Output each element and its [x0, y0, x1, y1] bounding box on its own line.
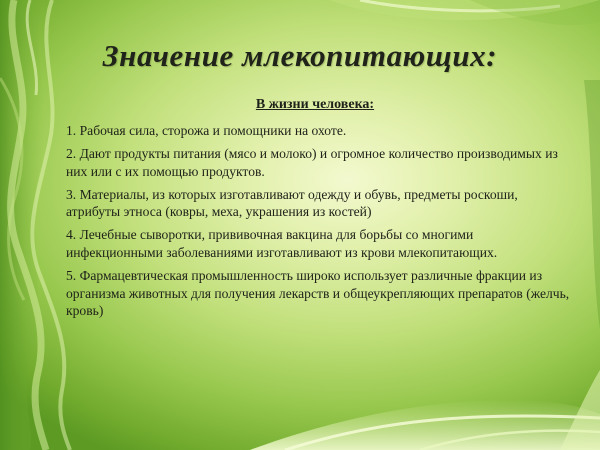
- list-item: 1. Рабочая сила, сторожа и помощники на охоте.: [66, 123, 347, 138]
- slide-subtitle: В жизни человека:: [255, 97, 375, 112]
- list-item: 5. Фармацевтическая промышленность широко использует различные фракции из организма животных для получения лекарств и общеукрепляющих препаратов (желчь, кровь): [66, 268, 570, 319]
- list-item: 2. Дают продукты питания (мясо и молоко) и огромное количество производимых из них или с их помощью продуктов.: [66, 146, 558, 179]
- list-item: 4. Лечебные сыворотки, прививочная вакцина для борьбы со многими инфекционными заболеваниями изготавливают из крови млекопитающих.: [66, 227, 498, 261]
- content-list: [66, 122, 571, 325]
- slide-title: Значение млекопитающих:: [102, 38, 498, 73]
- list-item: 3. Материалы, из которых изготавливают одежду и обувь, предметы роскоши, атрибуты этноса (ковры, меха, украшения из костей): [66, 186, 518, 220]
